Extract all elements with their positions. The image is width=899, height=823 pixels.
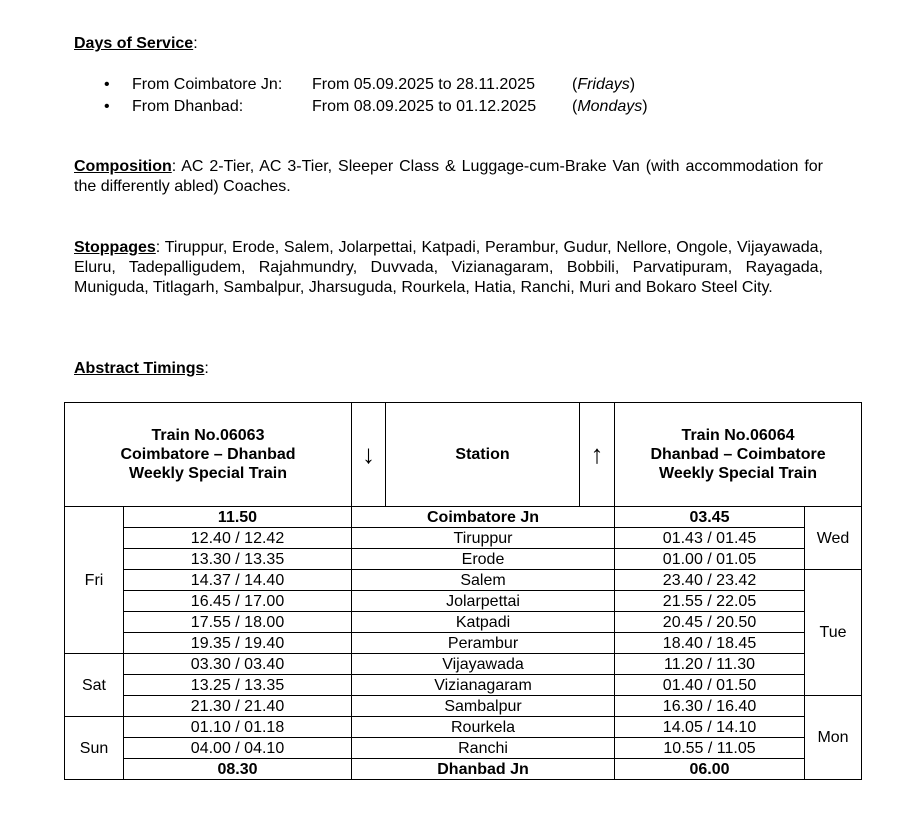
up-time: 23.40 / 23.42 [615, 570, 805, 591]
service-dates: From 05.09.2025 to 28.11.2025 [312, 76, 535, 93]
station-name: Katpadi [352, 612, 615, 633]
service-day: (Fridays) [572, 76, 636, 93]
up-time: 01.00 / 01.05 [615, 549, 805, 570]
station-name: Dhanbad Jn [352, 759, 615, 780]
composition-heading: Composition [74, 158, 172, 175]
up-time: 10.55 / 11.05 [615, 738, 805, 759]
station-name: Tiruppur [352, 528, 615, 549]
stoppages-heading: Stoppages [74, 239, 156, 256]
station-name: Salem [352, 570, 615, 591]
dn-time: 04.00 / 04.10 [124, 738, 352, 759]
dn-time: 01.10 / 01.18 [124, 717, 352, 738]
dn-time: 13.25 / 13.35 [124, 675, 352, 696]
up-time: 21.55 / 22.05 [615, 591, 805, 612]
station-name: Sambalpur [352, 696, 615, 717]
up-time: 11.20 / 11.30 [615, 654, 805, 675]
days-of-service-colon: : [193, 35, 198, 52]
table-row [65, 759, 862, 780]
arrow-up-icon: ↑ [580, 403, 615, 507]
bullet-icon: • [104, 76, 110, 93]
days-of-service-section [74, 34, 823, 54]
table-row [65, 654, 862, 675]
up-time: 01.40 / 01.50 [615, 675, 805, 696]
header-train-06064: Train No.06064 Dhanbad – Coimbatore Weekly Special Train [615, 403, 862, 507]
dn-time: 08.30 [124, 759, 352, 780]
up-time: 06.00 [615, 759, 805, 780]
table-row [65, 717, 862, 738]
dn-time: 21.30 / 21.40 [124, 696, 352, 717]
station-name: Rourkela [352, 717, 615, 738]
station-name: Perambur [352, 633, 615, 654]
table-row [65, 738, 862, 759]
dn-time: 17.55 / 18.00 [124, 612, 352, 633]
dn-time: 12.40 / 12.42 [124, 528, 352, 549]
station-name: Erode [352, 549, 615, 570]
day-label-right: Wed [805, 507, 862, 570]
up-time: 01.43 / 01.45 [615, 528, 805, 549]
station-name: Jolarpettai [352, 591, 615, 612]
arrow-down-icon: ↓ [352, 403, 386, 507]
abstract-timings-section [74, 359, 823, 379]
up-time: 16.30 / 16.40 [615, 696, 805, 717]
station-name: Vijayawada [352, 654, 615, 675]
stoppages-text: : Tiruppur, Erode, Salem, Jolarpettai, Katpadi, Perambur, Gudur, Nellore, Ongole, Vijayawada, Eluru, Tadepalligudem, Rajahmundry, Duvvada, Vizianagaram, Bobbili, Parvatipuram, Rayagada, Muniguda, Titlagarh, Sambalpur, Jharsuguda, Rourkela, Hatia, Ranchi, Muri and Bokaro Steel City. [74, 239, 823, 296]
service-dates: From 08.09.2025 to 01.12.2025 [312, 98, 537, 115]
table-header-row [65, 403, 862, 507]
composition-section [74, 157, 823, 197]
table-row [65, 696, 862, 717]
timings-table [64, 402, 862, 780]
days-of-service-heading: Days of Service [74, 35, 194, 52]
up-time: 14.05 / 14.10 [615, 717, 805, 738]
up-time: 03.45 [615, 507, 805, 528]
table-row [65, 507, 862, 528]
table-row [65, 675, 862, 696]
table-row [65, 612, 862, 633]
day-label-left: Sun [65, 717, 124, 780]
station-name: Coimbatore Jn [352, 507, 615, 528]
dn-time: 03.30 / 03.40 [124, 654, 352, 675]
bullet-icon: • [104, 98, 110, 115]
service-day: (Mondays) [572, 98, 648, 115]
abstract-timings-colon: : [204, 360, 209, 377]
station-name: Vizianagaram [352, 675, 615, 696]
composition-text: : AC 2-Tier, AC 3-Tier, Sleeper Class & Luggage-cum-Brake Van (with accommodation for the differently abled) Coaches. [74, 158, 823, 195]
table-row [65, 591, 862, 612]
table-row [65, 633, 862, 654]
table-row [65, 570, 862, 591]
service-origin: From Coimbatore Jn: [132, 76, 283, 93]
dn-time: 11.50 [124, 507, 352, 528]
dn-time: 13.30 / 13.35 [124, 549, 352, 570]
up-time: 20.45 / 20.50 [615, 612, 805, 633]
up-time: 18.40 / 18.45 [615, 633, 805, 654]
station-name: Ranchi [352, 738, 615, 759]
header-station: Station [386, 403, 580, 507]
day-label-left: Fri [65, 507, 124, 654]
table-row [65, 528, 862, 549]
abstract-timings-heading: Abstract Timings [74, 360, 205, 377]
dn-time: 16.45 / 17.00 [124, 591, 352, 612]
stoppages-section [74, 238, 823, 298]
day-label-right: Mon [805, 696, 862, 780]
service-origin: From Dhanbad: [132, 98, 244, 115]
header-train-06063: Train No.06063 Coimbatore – Dhanbad Weekly Special Train [65, 403, 352, 507]
dn-time: 14.37 / 14.40 [124, 570, 352, 591]
day-label-right: Tue [805, 570, 862, 696]
day-label-left: Sat [65, 654, 124, 717]
dn-time: 19.35 / 19.40 [124, 633, 352, 654]
table-row [65, 549, 862, 570]
